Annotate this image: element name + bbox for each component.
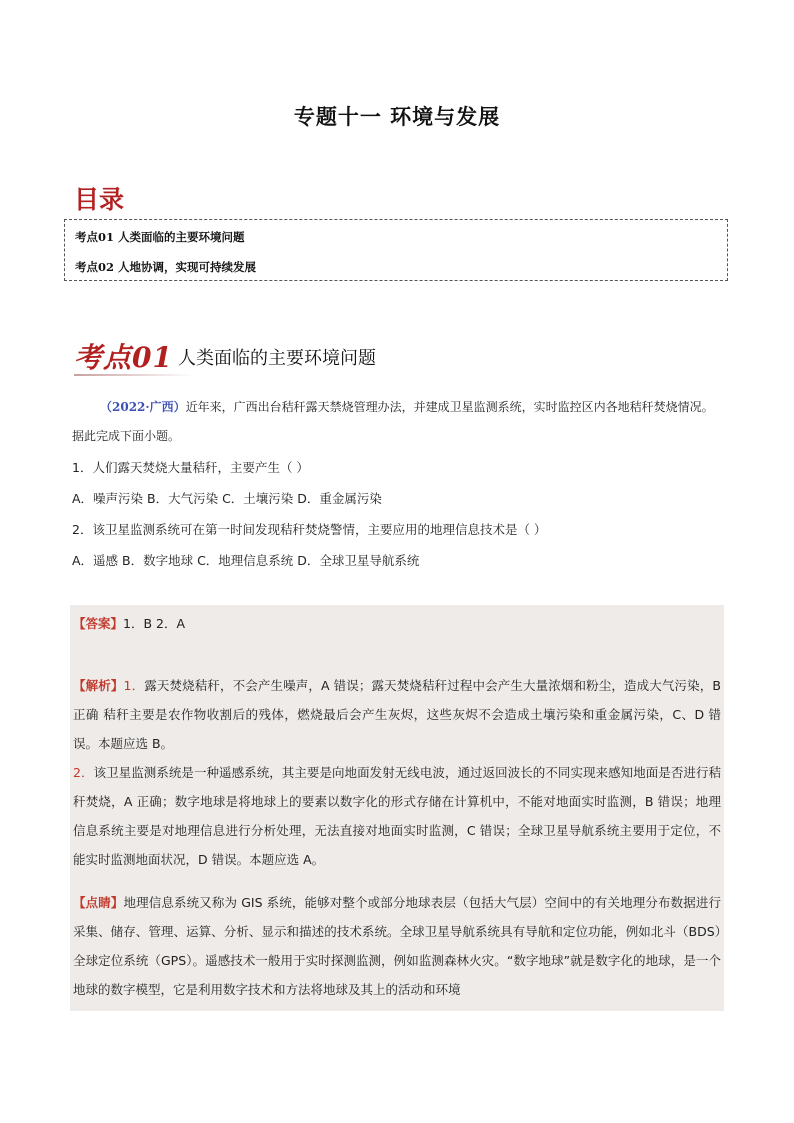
comment-tag: 【点睛】 bbox=[73, 895, 124, 910]
analysis-1-number: 1． bbox=[123, 678, 145, 693]
passage-source: （2022·广西） bbox=[100, 400, 186, 414]
comment-paragraph bbox=[73, 888, 721, 1004]
question-2-options: A．遥感 B．数字地球 C．地理信息系统 D．全球卫星导航系统 bbox=[72, 553, 420, 568]
question-2-stem: 2．该卫星监测系统可在第一时间发现秸秆焚烧警情，主要应用的地理信息技术是（ ） bbox=[72, 522, 547, 537]
passage bbox=[72, 393, 724, 451]
analysis-2-text: 该卫星监测系统是一种遥感系统，其主要是向地面发射无线电波，通过返回波长的不同实现来感知地面是否进行秸秆焚烧，A 正确；数字地球是将地球上的要素以数字化的形式存储在计算机中，不能对地面实时监测，B 错误；地理信息系统主要是对地理信息进行分析处理，无法直接对地面实时监测，C 错误；全球卫星导航系统主要用于定位，不能实时监测地面状况，D 错误。本题应选 A。 bbox=[73, 765, 721, 867]
section-underline bbox=[74, 374, 194, 376]
passage-text: 近年来，广西出台秸秆露天禁烧管理办法，并建成卫星监测系统，实时监控区内各地秸秆焚烧情况。据此完成下面小题。 bbox=[72, 400, 714, 443]
analysis-2-number: 2． bbox=[73, 765, 94, 780]
toc-box bbox=[64, 219, 728, 281]
section-number: 考点01 bbox=[74, 341, 173, 374]
toc-item-1[interactable]: 考点01 人类面临的主要环境问题 bbox=[75, 230, 245, 244]
analysis-paragraph-1 bbox=[73, 671, 721, 758]
comment-text: 地理信息系统又称为 GIS 系统，能够对整个或部分地球表层（包括大气层）空间中的有关地理分布数据进行采集、储存、管理、运算、分析、显示和描述的技术系统。全球卫星导航系统具有导航和定位功能，例如北斗（BDS）全球定位系统（GPS）。遥感技术一般用于实时探测监测，例如监测森林火灾。“数字地球”就是数字化的地球，是一个地球的数字模型，它是利用数字技术和方法将地球及其上的活动和环境 bbox=[73, 895, 721, 997]
toc-heading: 目录 bbox=[74, 185, 125, 214]
analysis-1-text: 露天焚烧秸秆，不会产生噪声，A 错误；露天焚烧秸秆过程中会产生大量浓烟和粉尘，造成大气污染，B 正确 秸秆主要是农作物收割后的残体，燃烧最后会产生灰烬，这些灰烬不会造成土壤污染和重金属污染，C、D 错误。本题应选 B。 bbox=[73, 678, 722, 751]
analysis-paragraph-2 bbox=[73, 758, 721, 874]
section-title: 人类面临的主要环境问题 bbox=[178, 348, 376, 369]
toc-item-2[interactable]: 考点02 人地协调，实现可持续发展 bbox=[75, 260, 257, 274]
answer-text: 1．B 2．A bbox=[123, 616, 186, 631]
answer-line bbox=[73, 614, 185, 632]
analysis-tag: 【解析】 bbox=[73, 678, 124, 693]
answer-tag: 【答案】 bbox=[73, 616, 124, 631]
question-1-options: A．噪声污染 B．大气污染 C．土壤污染 D．重金属污染 bbox=[72, 491, 382, 506]
question-1-stem: 1．人们露天焚烧大量秸秆，主要产生（ ） bbox=[72, 460, 309, 475]
answer-block bbox=[70, 605, 724, 1011]
document-title: 专题十一 环境与发展 bbox=[293, 105, 501, 129]
